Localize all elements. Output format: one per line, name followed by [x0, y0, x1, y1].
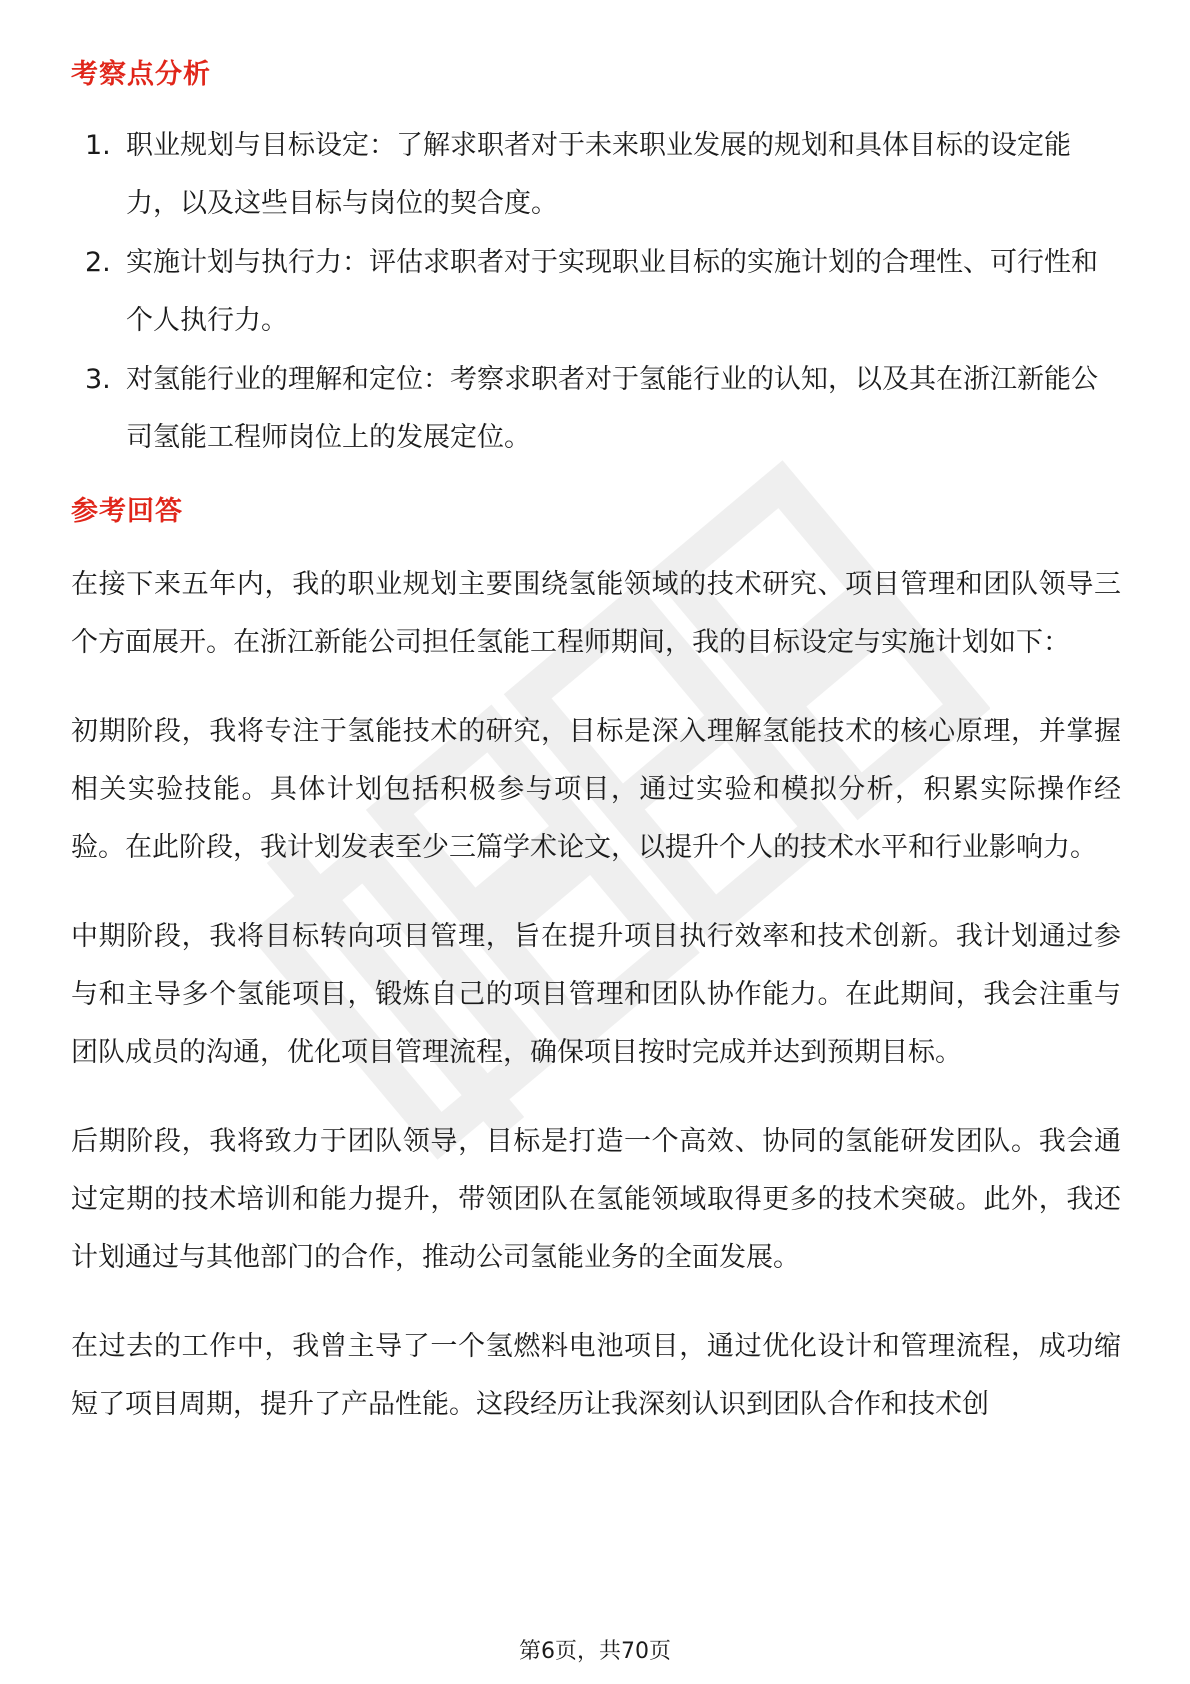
list-number: 2. — [85, 247, 111, 278]
answer-paragraph: 在过去的工作中，我曾主导了一个氢燃料电池项目，通过优化设计和管理流程，成功缩短了项目周期，提升了产品性能。这段经历让我深刻认识到团队合作和技术创 — [71, 1331, 1121, 1420]
analysis-heading: 考察点分析 — [71, 59, 211, 90]
list-number: 1. — [85, 130, 111, 161]
answer-heading: 参考回答 — [71, 496, 183, 527]
page-number: 第6页，共70页 — [519, 1639, 671, 1664]
list-item — [71, 351, 1121, 467]
answer-paragraph: 后期阶段，我将致力于团队领导，目标是打造一个高效、协同的氢能研发团队。我会通过定期的技术培训和能力提升，带领团队在氢能领域取得更多的技术突破。此外，我还计划通过与其他部门的合作，推动公司氢能业务的全面发展。 — [71, 1126, 1121, 1273]
answer-body — [71, 556, 1121, 1465]
list-item — [71, 234, 1121, 350]
list-text: 实施计划与执行力：评估求职者对于实现职业目标的实施计划的合理性、可行性和个人执行力。 — [126, 247, 1098, 336]
list-item — [71, 117, 1121, 233]
answer-paragraph: 在接下来五年内，我的职业规划主要围绕氢能领域的技术研究、项目管理和团队领导三个方面展开。在浙江新能公司担任氢能工程师期间，我的目标设定与实施计划如下： — [71, 569, 1121, 658]
analysis-list — [71, 117, 1121, 468]
answer-paragraph: 初期阶段，我将专注于氢能技术的研究，目标是深入理解氢能技术的核心原理，并掌握相关实验技能。具体计划包括积极参与项目，通过实验和模拟分析，积累实际操作经验。在此阶段，我计划发表至少三篇学术论文，以提升个人的技术水平和行业影响力。 — [71, 716, 1121, 863]
list-text: 职业规划与目标设定：了解求职者对于未来职业发展的规划和具体目标的设定能力，以及这些目标与岗位的契合度。 — [126, 130, 1071, 219]
list-text: 对氢能行业的理解和定位：考察求职者对于氢能行业的认知，以及其在浙江新能公司氢能工程师岗位上的发展定位。 — [126, 364, 1098, 453]
answer-paragraph: 中期阶段，我将目标转向项目管理，旨在提升项目执行效率和技术创新。我计划通过参与和主导多个氢能项目，锻炼自己的项目管理和团队协作能力。在此期间，我会注重与团队成员的沟通，优化项目管理流程，确保项目按时完成并达到预期目标。 — [71, 921, 1121, 1068]
list-number: 3. — [85, 364, 111, 395]
